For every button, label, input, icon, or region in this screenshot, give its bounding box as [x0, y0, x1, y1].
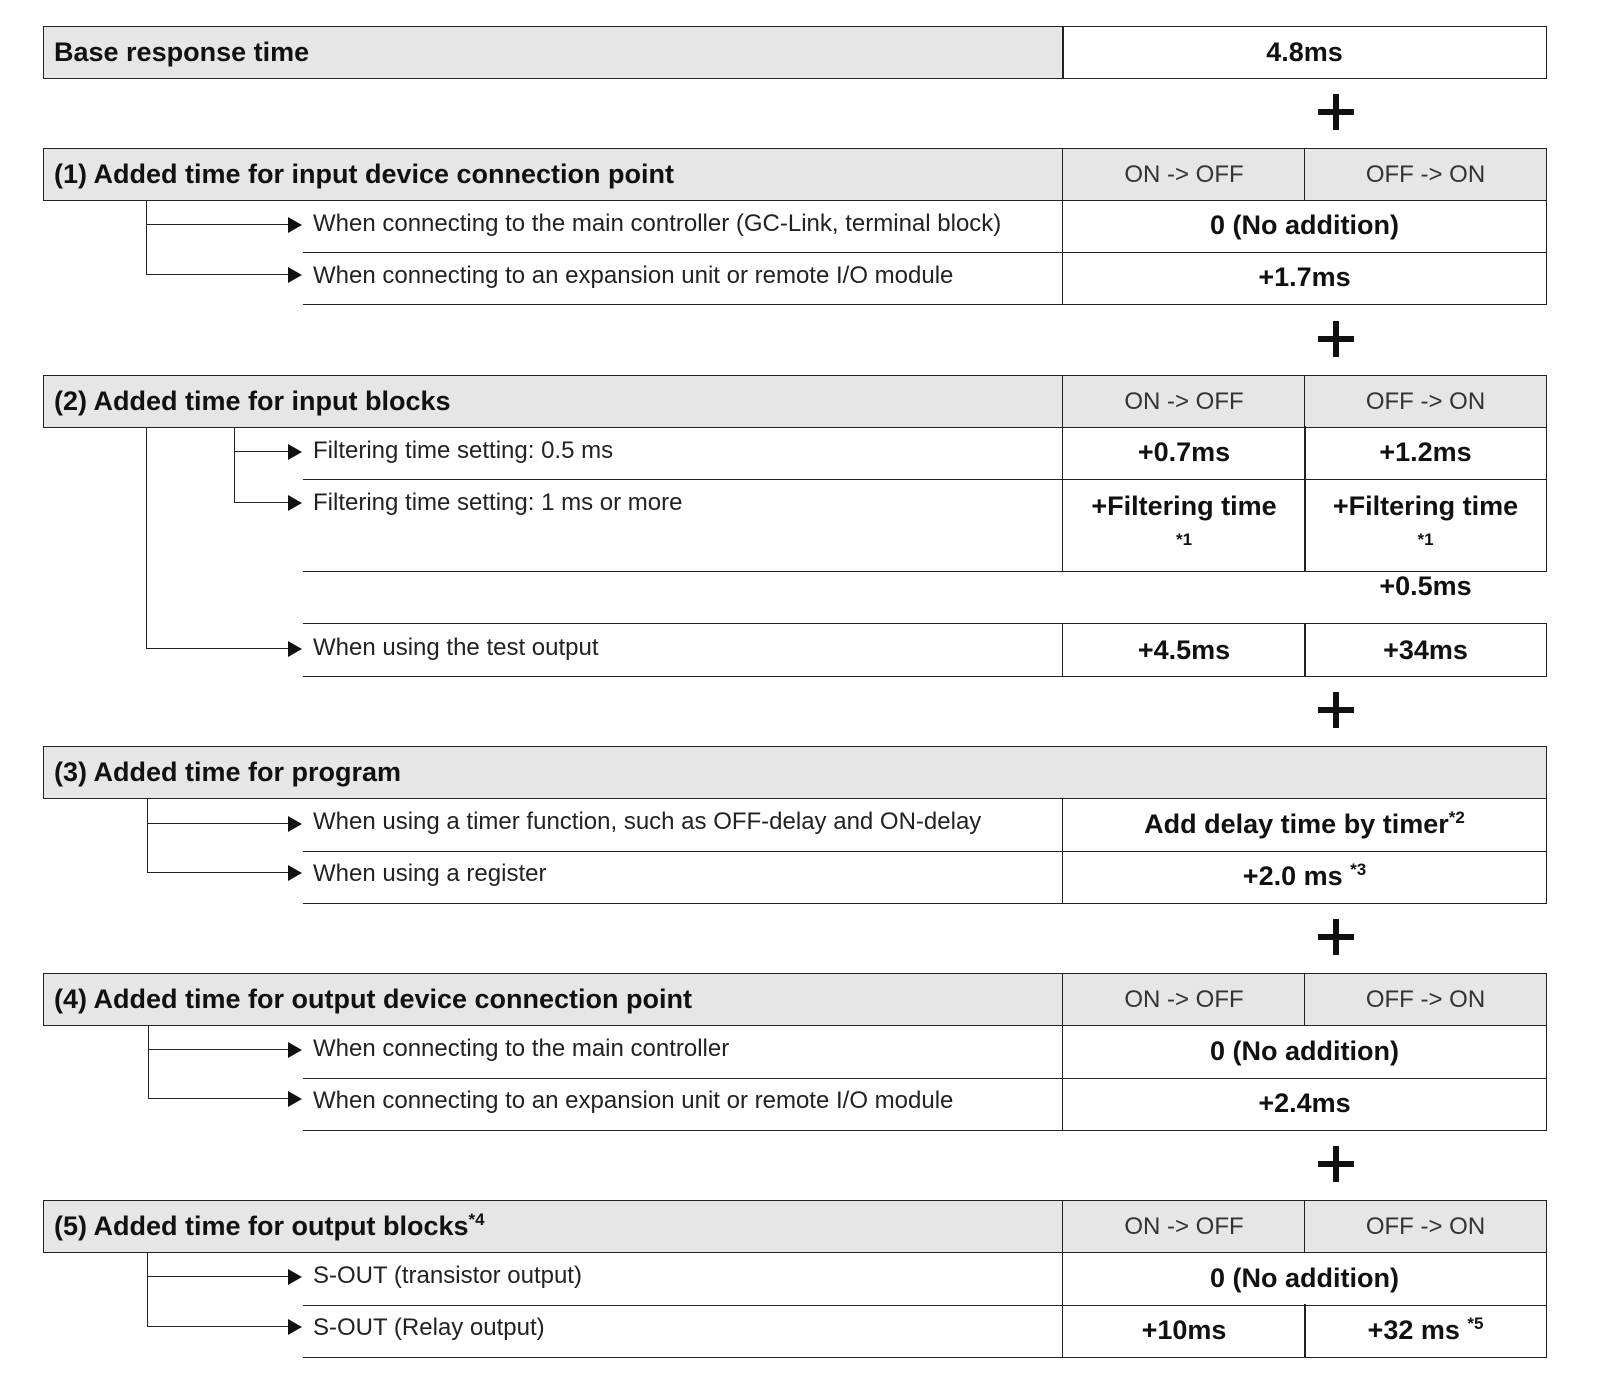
value-text: +10ms [1141, 1315, 1227, 1345]
off-on-label: OFF -> ON [1365, 1212, 1486, 1240]
value-main: +Filtering time [1332, 491, 1519, 521]
section-2-row-2-label: Filtering time setting: 1 ms or more [313, 489, 683, 516]
section-2-row-1-label: Filtering time setting: 0.5 ms [313, 437, 614, 464]
value-text: 0 (No addition) [1210, 1263, 1399, 1293]
section-5-on-off-header [1062, 1200, 1306, 1253]
tree-connector [148, 1025, 149, 1098]
section-1-off-on-header [1304, 148, 1547, 201]
value-text: 0 (No addition) [1210, 1036, 1399, 1066]
off-on-label: OFF -> ON [1365, 387, 1486, 415]
off-on-label: OFF -> ON [1365, 985, 1486, 1013]
section-3-row-1-value [1062, 798, 1547, 852]
tree-connector [146, 648, 289, 649]
section-5-title-text: (5) Added time for output blocks [54, 1211, 469, 1241]
value-text: +1.7ms [1258, 262, 1351, 292]
tree-connector [234, 427, 235, 502]
value-main: +32 ms [1367, 1315, 1468, 1345]
arrow-right-icon [288, 641, 302, 657]
value-main: +Filtering time [1091, 491, 1277, 521]
on-off-label: ON -> OFF [1124, 160, 1244, 188]
section-5-row-1-value [1062, 1252, 1547, 1306]
section-5-header [43, 1200, 1064, 1253]
section-2-off-on-header [1304, 375, 1547, 428]
row-divider [303, 903, 1063, 904]
row-divider [303, 1305, 1063, 1306]
section-5-off-on-header [1304, 1200, 1547, 1253]
footnote-marker: *5 [1467, 1314, 1484, 1333]
tree-connector [148, 1098, 289, 1099]
section-2-row-3-off-on [1304, 623, 1547, 677]
base-value-text: 4.8ms [1266, 37, 1343, 67]
section-2-row-3-on-off [1062, 623, 1306, 677]
arrow-right-icon [288, 444, 302, 460]
section-4-row-1-value [1062, 1025, 1547, 1079]
section-3-title: (3) Added time for program [54, 757, 402, 787]
value-text: +1.2ms [1379, 437, 1472, 467]
value-text: +34ms [1383, 634, 1468, 665]
section-3-row-2-label: When using a register [313, 860, 547, 887]
plus-icon [1318, 692, 1354, 728]
on-off-label: ON -> OFF [1124, 1212, 1244, 1240]
value-text [1368, 1315, 1484, 1346]
row-divider [303, 1078, 1063, 1079]
value-main: +2.0 ms [1242, 861, 1351, 891]
value-main: Add delay time by timer [1144, 809, 1449, 839]
row-divider [303, 1130, 1063, 1131]
section-2-on-off-header [1062, 375, 1306, 428]
footnote-marker: *1 [1175, 530, 1193, 549]
arrow-right-icon [288, 865, 302, 881]
row-divider [303, 676, 1063, 677]
section-5-row-1-label: S-OUT (transistor output) [313, 1262, 582, 1289]
section-1-row-1-label: When connecting to the main controller (GC-Link, terminal block) [313, 210, 1002, 237]
plus-icon [1318, 919, 1354, 955]
tree-connector [147, 1276, 289, 1277]
value-text: +0.7ms [1137, 437, 1231, 467]
base-label-text: Base response time [54, 37, 310, 67]
arrow-right-icon [288, 267, 302, 283]
section-1-header [43, 148, 1064, 201]
tree-connector [147, 823, 289, 824]
section-3-row-2-value [1062, 850, 1547, 904]
section-5-row-2-on-off [1062, 1304, 1306, 1358]
row-divider [303, 623, 1063, 624]
section-4-row-2-value [1062, 1077, 1547, 1131]
tree-connector [146, 274, 289, 275]
tree-connector [146, 200, 147, 274]
section-2-row-1-off-on [1304, 426, 1547, 480]
plus-icon [1318, 94, 1354, 130]
section-4-on-off-header [1062, 973, 1306, 1026]
footnote-marker: *3 [1350, 860, 1367, 879]
value-text [1243, 861, 1366, 892]
row-divider [303, 571, 1063, 572]
footnote-marker: *4 [468, 1210, 485, 1229]
section-1-on-off-header [1062, 148, 1306, 201]
section-1-row-2-label: When connecting to an expansion unit or remote I/O module [313, 262, 954, 289]
section-4-off-on-header [1304, 973, 1547, 1026]
section-1-row-1-value [1062, 199, 1547, 253]
footnote-marker: *1 [1417, 530, 1434, 549]
arrow-right-icon [288, 1319, 302, 1335]
plus-icon [1318, 1146, 1354, 1182]
plus-icon [1318, 321, 1354, 357]
value-text [1144, 809, 1465, 840]
section-2-row-2-off-on [1304, 478, 1547, 601]
value-extra: +0.5ms [1379, 571, 1472, 601]
section-5-row-2-off-on [1304, 1304, 1547, 1358]
row-divider [303, 252, 1063, 253]
base-response-time-value [1062, 26, 1547, 79]
section-2-row-3-label: When using the test output [313, 634, 599, 661]
value-text: +2.4ms [1258, 1088, 1351, 1118]
footnote-marker: *2 [1448, 808, 1465, 827]
section-5-row-2-label: S-OUT (Relay output) [313, 1314, 545, 1341]
section-3-row-1-label: When using a timer function, such as OFF-delay and ON-delay [313, 808, 982, 835]
arrow-right-icon [288, 495, 302, 511]
tree-connector [234, 451, 289, 452]
base-response-time-label [43, 26, 1064, 79]
arrow-right-icon [288, 816, 302, 832]
row-divider [303, 1357, 1063, 1358]
value-text: 0 (No addition) [1210, 210, 1399, 240]
section-4-row-2-label: When connecting to an expansion unit or remote I/O module [313, 1087, 954, 1114]
row-divider [303, 479, 1063, 480]
section-1-row-2-value [1062, 251, 1547, 305]
section-5-title [54, 1211, 485, 1242]
tree-connector [147, 798, 148, 872]
tree-connector [147, 872, 289, 873]
section-2-header [43, 375, 1064, 428]
tree-connector [234, 502, 289, 503]
section-2-row-2-on-off [1062, 478, 1306, 572]
section-4-title: (4) Added time for output device connection point [54, 984, 692, 1014]
arrow-right-icon [288, 1042, 302, 1058]
off-on-label: OFF -> ON [1365, 160, 1486, 188]
on-off-label: ON -> OFF [1124, 387, 1244, 415]
value-text: +4.5ms [1137, 634, 1231, 665]
arrow-right-icon [288, 1091, 302, 1107]
tree-connector [147, 1252, 148, 1326]
arrow-right-icon [288, 217, 302, 233]
tree-connector [146, 427, 147, 648]
value-text [1333, 486, 1518, 566]
section-2-title: (2) Added time for input blocks [54, 386, 451, 416]
tree-connector [146, 224, 289, 225]
section-4-header [43, 973, 1064, 1026]
section-1-title: (1) Added time for input device connection point [54, 159, 675, 189]
section-3-header [43, 746, 1547, 799]
tree-connector [147, 1326, 289, 1327]
row-divider [303, 304, 1063, 305]
tree-connector [148, 1049, 289, 1050]
section-4-row-1-label: When connecting to the main controller [313, 1035, 730, 1062]
arrow-right-icon [288, 1269, 302, 1285]
on-off-label: ON -> OFF [1124, 985, 1244, 1013]
row-divider [303, 851, 1063, 852]
value-text [1091, 486, 1276, 566]
section-2-row-1-on-off [1062, 426, 1306, 480]
